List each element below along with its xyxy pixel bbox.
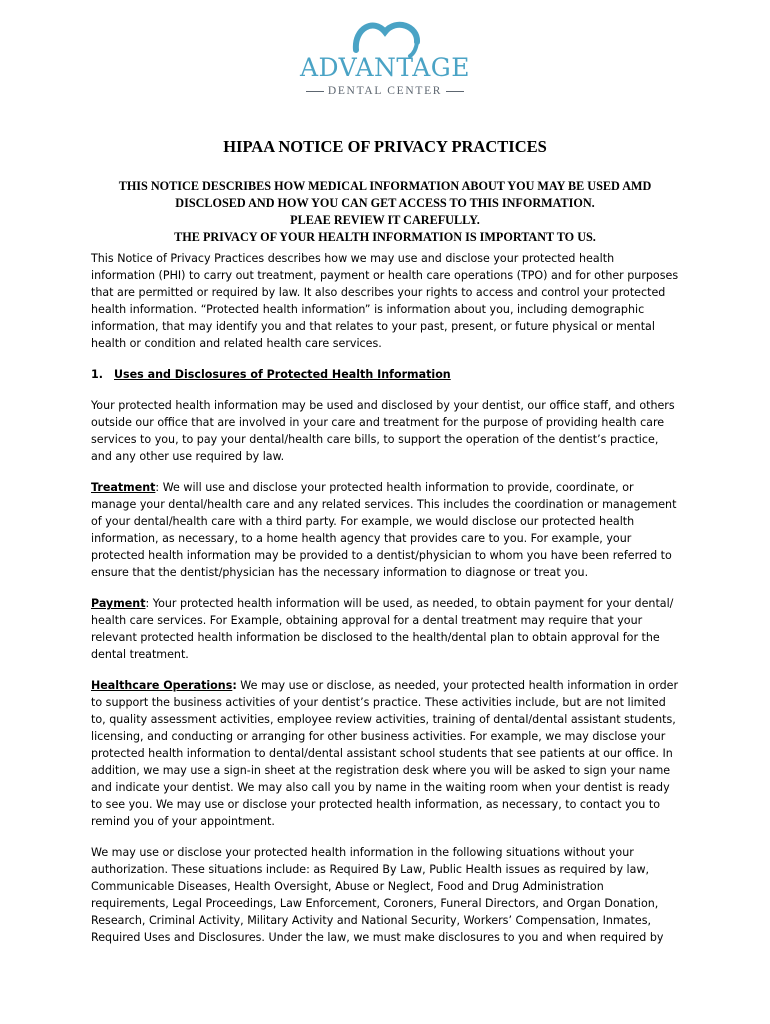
logo-name: ADVANTAGE: [299, 53, 471, 82]
intro-paragraph: This Notice of Privacy Practices describes how we may use and disclose your protected health information (PHI) to carry out treatment, payment or health care operations (TPO) and for other purposes that are permitted or required by law. It also describes your rights to access and control your protected health information. “Protected health information” is information about you, including demographic information, that may identify you and that relates to your past, present, or future physical or mental health or condition and related health care services.: [91, 252, 679, 350]
treatment-label: Treatment: [91, 481, 156, 494]
payment-paragraph: [91, 595, 681, 663]
section-paragraph: Your protected health information may be used and disclosed by your dentist, our office staff, and others outside our office that are involved in your care and treatment for the purpose of providing health care services to you, to pay your dental/health care bills, to support the operation of the dentist’s practice, and any other use required by law.: [91, 399, 675, 463]
operations-text: We may use or disclose, as needed, your protected health information in order to support the business activities of your dentist’s practice. These activities include, but are not limited to, quality assessment activities, employee review activities, training of dental/dental assistant students, licensing, and conducting or arranging for other business activities. For example, we may disclose your protected health information to dental/dental assistant school students that see patients at our office. In addition, we may use a sign-in sheet at the registration desk where you will be asked to sign your name and indicate your dentist. We may also call you by name in the waiting room when your dentist is ready to see you. We may use or disclose your protected health information, as necessary, to contact you to remind you of your appointment.: [91, 679, 679, 828]
notice-line: THIS NOTICE DESCRIBES HOW MEDICAL INFORMATION ABOUT YOU MAY BE USED AMD: [118, 179, 652, 193]
notice-line: PLEAE REVIEW IT CAREFULLY.: [290, 213, 480, 227]
operations-sep: :: [232, 679, 237, 692]
notice-line: THE PRIVACY OF YOUR HEALTH INFORMATION IS IMPORTANT TO US.: [174, 230, 596, 244]
treatment-paragraph: [91, 479, 681, 581]
section-heading-text: Uses and Disclosures of Protected Health Information: [114, 368, 451, 381]
document-title: HIPAA NOTICE OF PRIVACY PRACTICES: [223, 137, 547, 156]
payment-label: Payment: [91, 597, 146, 610]
left-rule-icon: [306, 91, 324, 92]
logo-subtitle: [296, 84, 474, 98]
notice-block: [90, 178, 680, 246]
situations-paragraph: We may use or disclose your protected health information in the following situations without your authorization. These situations include: as Required By Law, Public Health issues as required by law, Communicable Diseases, Health Oversight, Abuse or Neglect, Food and Drug Administration requirements, Legal Proceedings, Law Enforcement, Coroners, Funeral Directors, and Organ Donation, Research, Criminal Activity, Military Activity and National Security, Workers’ Compensation, Inmates, Required Uses and Disclosures. Under the law, we must make disclosures to you and when required by: [91, 846, 664, 944]
document-body: [91, 250, 681, 960]
payment-text: Your protected health information will be used, as needed, to obtain payment for your dental/ health care services. For Example, obtaining approval for a dental treatment may require that your relevant protected health information be disclosed to the health/dental plan to obtain approval for the dental treatment.: [91, 597, 674, 661]
section-number: 1.: [91, 368, 103, 381]
notice-line: DISCLOSED AND HOW YOU CAN GET ACCESS TO THIS INFORMATION.: [175, 196, 595, 210]
treatment-sep: :: [155, 481, 160, 494]
logo: [296, 20, 474, 100]
section-heading: [91, 366, 681, 383]
logo-subtitle-text: DENTAL CENTER: [327, 85, 443, 97]
right-rule-icon: [446, 91, 464, 92]
treatment-text: We will use and disclose your protected health information to provide, coordinate, or manage your dental/health care and any related services. This includes the coordination or management of your dental/health care with a third party. For example, we would disclose our protected health information, as necessary, to a home health agency that provides care to you. For example, your protected health information may be provided to a dentist/physician to whom you have been referred to ensure that the dentist/physician has the necessary information to diagnose or treat you.: [91, 481, 677, 579]
operations-label: Healthcare Operations: [91, 679, 233, 692]
operations-paragraph: [91, 677, 681, 830]
payment-sep: :: [145, 597, 150, 610]
